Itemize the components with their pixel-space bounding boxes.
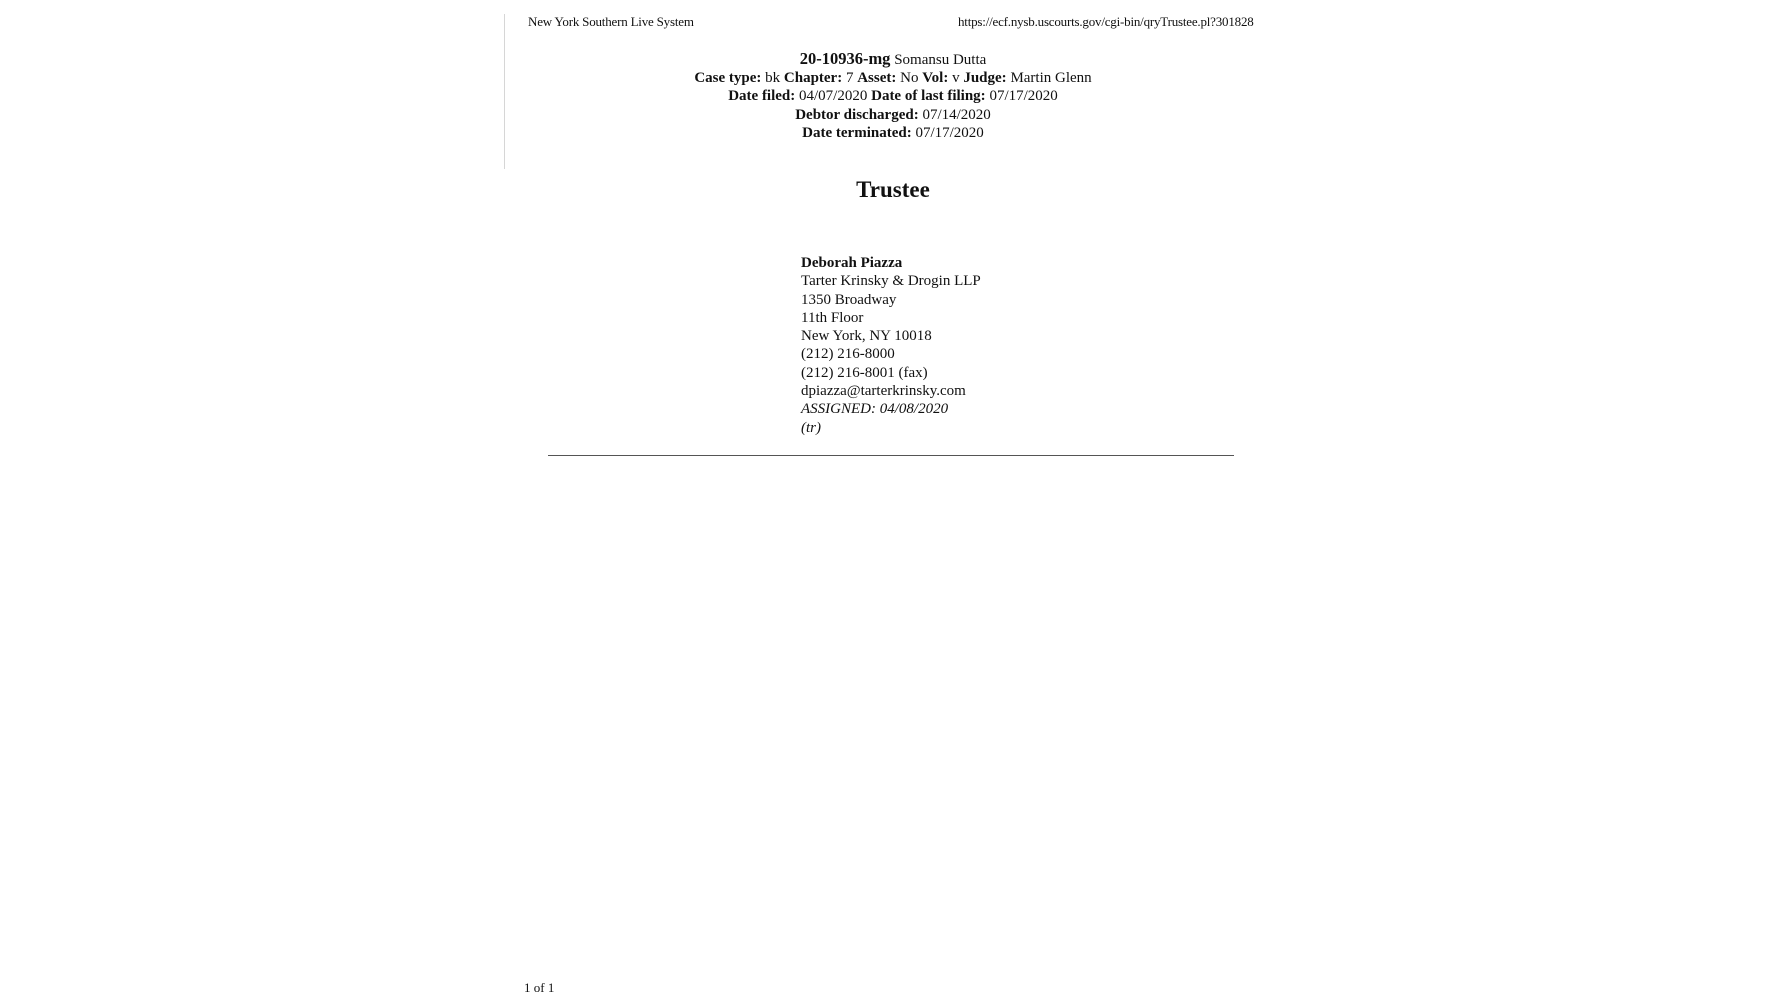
- discharged-line: [593, 106, 1193, 124]
- terminated-value: 07/17/2020: [915, 124, 984, 141]
- trustee-firm: Tarter Krinsky & Drogin LLP: [801, 273, 981, 290]
- date-filed-label: Date filed:: [728, 88, 796, 105]
- page-count: 1 of 1: [524, 980, 555, 995]
- trustee-city-state-zip: New York, NY 10018: [801, 328, 932, 345]
- trustee-address-line-2: 11th Floor: [801, 309, 864, 326]
- debtor-name: Somansu Dutta: [894, 52, 987, 68]
- judge-value: Martin Glenn: [1010, 70, 1092, 87]
- vol-label: Vol:: [922, 70, 949, 87]
- chapter-label: Chapter:: [783, 70, 843, 87]
- case-number: 20-10936-mg: [799, 49, 891, 68]
- discharged-value: 07/14/2020: [922, 106, 991, 123]
- horizontal-divider: [548, 455, 1234, 456]
- trustee-block: [801, 254, 981, 437]
- terminated-line: [593, 124, 1193, 142]
- case-type-label: Case type:: [694, 70, 762, 87]
- trustee-address-line-1: 1350 Broadway: [801, 291, 897, 308]
- asset-value: No: [900, 70, 919, 87]
- dates-line: [593, 87, 1193, 105]
- trustee-email: dpiazza@tarterkrinsky.com: [801, 383, 966, 400]
- judge-label: Judge:: [963, 70, 1007, 87]
- case-number-line: [593, 50, 1193, 69]
- system-name: New York Southern Live System: [528, 14, 694, 29]
- asset-label: Asset:: [857, 70, 897, 87]
- trustee-fax: (212) 216-8001 (fax): [801, 364, 928, 381]
- page-edge-line: [504, 14, 505, 169]
- section-title: Trustee: [856, 177, 930, 202]
- case-summary: [593, 50, 1193, 142]
- discharged-label: Debtor discharged:: [795, 106, 919, 123]
- trustee-assigned-date: ASSIGNED: 04/08/2020: [801, 401, 949, 418]
- last-filing-value: 07/17/2020: [989, 88, 1058, 105]
- page-url: https://ecf.nysb.uscourts.gov/cgi-bin/qryTrustee.pl?301828: [958, 14, 1254, 29]
- terminated-label: Date terminated:: [802, 124, 912, 141]
- trustee-name: Deborah Piazza: [801, 255, 903, 271]
- case-type-line: [593, 69, 1193, 87]
- trustee-phone: (212) 216-8000: [801, 346, 895, 363]
- trustee-role: (tr): [801, 419, 821, 436]
- case-type-value: bk: [765, 70, 781, 87]
- vol-value: v: [952, 70, 960, 87]
- date-filed-value: 04/07/2020: [799, 88, 868, 105]
- last-filing-label: Date of last filing:: [871, 88, 986, 105]
- chapter-value: 7: [845, 70, 854, 87]
